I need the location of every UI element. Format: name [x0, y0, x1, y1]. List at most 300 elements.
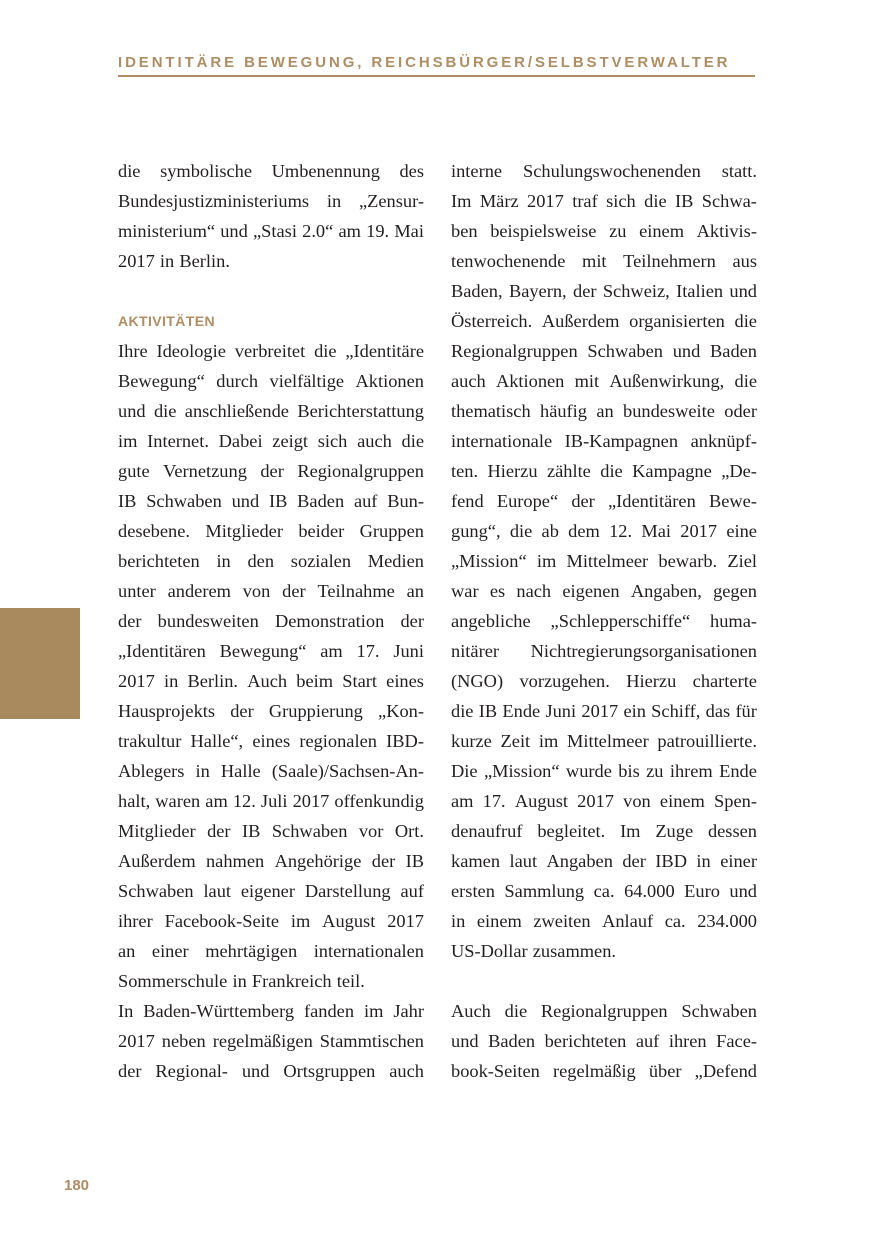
word: zeigt — [272, 431, 309, 451]
word: trakultur — [118, 731, 182, 751]
word: „Identitären — [607, 491, 696, 511]
word: Halle“, — [190, 731, 244, 751]
word: Berlin. — [179, 251, 230, 271]
text-line — [118, 486, 424, 516]
word: internationale — [451, 431, 553, 451]
word: in — [159, 251, 175, 271]
word: Euro — [684, 881, 720, 901]
paragraph-baden-wuerttemberg — [118, 996, 424, 1086]
word: ein — [623, 701, 646, 721]
word: bundesweite — [623, 401, 715, 421]
text-line — [451, 606, 757, 636]
paragraph-intro-continued — [118, 156, 424, 276]
word: „Zensur- — [359, 191, 424, 211]
word: an — [596, 401, 614, 421]
word: den — [247, 551, 275, 571]
word: in — [326, 191, 342, 211]
word: die — [314, 341, 337, 361]
word: Zuge — [655, 821, 694, 841]
word: traf — [572, 191, 598, 211]
word: „Mission“ — [483, 761, 560, 781]
word: IBD- — [386, 731, 424, 751]
word: statt. — [721, 161, 757, 181]
word: aus — [732, 251, 757, 271]
word: „Kon- — [378, 701, 424, 721]
word: waren — [155, 791, 201, 811]
word: Face- — [716, 1031, 757, 1051]
word: der — [282, 581, 306, 601]
word: bis — [618, 761, 640, 781]
word: und — [729, 281, 757, 301]
word: 2017 — [118, 1031, 155, 1051]
word: „De- — [721, 461, 757, 481]
word: ihrem — [669, 761, 713, 781]
word: beider — [298, 521, 345, 541]
word: Sommerschule — [118, 971, 228, 991]
word: der — [400, 611, 424, 631]
word: Schwaben — [146, 491, 222, 511]
page-number: 180 — [64, 1177, 90, 1194]
word: Baden — [710, 341, 757, 361]
word: dessen — [707, 821, 757, 841]
word: Jahr — [393, 1001, 424, 1021]
word: in — [451, 911, 466, 931]
word: desebene. — [118, 521, 190, 541]
word: mehrtägigen — [205, 941, 298, 961]
word: sich — [606, 191, 636, 211]
word: Ihre — [118, 341, 148, 361]
text-line — [118, 576, 424, 606]
word: Aktionen — [355, 371, 424, 391]
word: die — [153, 401, 177, 421]
text-line — [118, 846, 424, 876]
word: Regionalgruppen — [451, 341, 578, 361]
text-line — [451, 186, 757, 216]
word: im — [290, 911, 311, 931]
word: eines — [252, 731, 291, 751]
text-line — [118, 756, 424, 786]
word: Die — [451, 761, 478, 781]
word: Kampagne — [632, 461, 712, 481]
word: 2017 — [292, 791, 330, 811]
word: für — [735, 701, 757, 721]
text-line — [118, 426, 424, 456]
word: Nichtregierungsorganisationen — [530, 641, 757, 661]
word: neben — [161, 1031, 206, 1051]
word: ben — [451, 221, 478, 241]
word: auch — [389, 1061, 424, 1081]
word: ca. — [664, 911, 686, 931]
word: die — [734, 311, 757, 331]
word: Spen- — [714, 791, 757, 811]
word: einer — [720, 851, 757, 871]
word: des — [399, 161, 424, 181]
word: in — [216, 551, 231, 571]
word: und — [241, 1061, 270, 1081]
word: IB — [268, 491, 288, 511]
word: bewarb. — [658, 551, 718, 571]
word: Juli — [260, 791, 288, 811]
text-line — [451, 216, 757, 246]
word: 17. — [356, 641, 380, 661]
word: im — [536, 551, 557, 571]
text-line — [451, 876, 757, 906]
word: Aktionen — [495, 371, 565, 391]
word: „Identitäre — [345, 341, 424, 361]
text-line — [118, 396, 424, 426]
word: dem — [568, 521, 600, 541]
text-line — [451, 906, 757, 936]
word: Darstellung — [304, 881, 391, 901]
word: Aktivis- — [696, 221, 757, 241]
word: Start — [342, 671, 377, 691]
word: fanden — [304, 1001, 355, 1021]
word: IB-Kampagnen — [564, 431, 679, 451]
word: ministerium“ — [118, 221, 216, 241]
word: im — [538, 731, 559, 751]
spacer — [451, 966, 757, 996]
word: Mitglieder — [205, 521, 283, 541]
word: anknüpf- — [690, 431, 757, 451]
word: der — [260, 461, 284, 481]
word: „Defend — [694, 1061, 757, 1081]
word: ersten — [451, 881, 495, 901]
word: Schwaben — [587, 341, 663, 361]
word: der — [207, 821, 231, 841]
word: huma- — [710, 611, 757, 631]
word: August — [322, 911, 376, 931]
text-line — [118, 996, 424, 1026]
word: Demonstration — [274, 611, 385, 631]
word: wurde — [565, 761, 612, 781]
text-line — [118, 666, 424, 696]
word: Schwaben — [118, 881, 194, 901]
word: am — [205, 791, 228, 811]
word: Schwaben — [271, 821, 348, 841]
word: in — [232, 971, 247, 991]
word: gung“, — [451, 521, 501, 541]
text-line — [118, 456, 424, 486]
word: berichteten — [118, 551, 200, 571]
word: der — [230, 701, 254, 721]
word: an — [118, 941, 136, 961]
text-line — [451, 576, 757, 606]
word: Mittelmeer — [567, 731, 649, 751]
word: zählte — [546, 461, 591, 481]
word: der — [573, 281, 597, 301]
word: 2017 — [527, 191, 564, 211]
text-line — [451, 546, 757, 576]
word: vor — [358, 821, 384, 841]
word: Im — [620, 821, 641, 841]
text-line — [118, 906, 424, 936]
text-line — [451, 246, 757, 276]
word: IB — [675, 191, 694, 211]
text-line — [118, 216, 424, 246]
word: Facebook-Seite — [164, 911, 279, 931]
text-line — [118, 516, 424, 546]
word: regelmäßig — [553, 1061, 636, 1081]
word: der — [118, 1061, 142, 1081]
word: die — [504, 1001, 528, 1021]
word: 19. — [366, 221, 390, 241]
word: Baden, — [451, 281, 503, 301]
word: IB — [405, 851, 424, 871]
word: Hierzu — [626, 671, 677, 691]
word: einem — [659, 791, 705, 811]
word: laut — [203, 881, 232, 901]
text-line — [451, 486, 757, 516]
text-line — [451, 396, 757, 426]
word: Berlin. — [187, 671, 239, 691]
word: Ende — [502, 701, 541, 721]
word: einer — [151, 941, 189, 961]
word: einem — [639, 221, 685, 241]
text-line — [118, 186, 424, 216]
word: Ziel — [727, 551, 757, 571]
text-line — [451, 516, 757, 546]
word: „Identitären — [118, 641, 206, 661]
word: Österreich. — [451, 311, 533, 331]
word: Schulungswochenenden — [523, 161, 701, 181]
word: im — [118, 431, 138, 451]
word: nahmen — [205, 851, 265, 871]
text-line — [118, 786, 424, 816]
word: ihrer — [118, 911, 153, 931]
word: kurze — [451, 731, 492, 751]
word: IB — [242, 821, 261, 841]
word: Außerdem — [118, 851, 196, 871]
word: eine — [726, 521, 757, 541]
word: Juni — [545, 701, 577, 721]
word: regelmäßigen — [212, 1031, 313, 1051]
text-line — [451, 1056, 757, 1086]
word: Regional- — [155, 1061, 228, 1081]
word: durch — [216, 371, 259, 391]
word: war — [451, 581, 479, 601]
text-line — [118, 246, 424, 276]
text-line — [451, 1026, 757, 1056]
word: fend — [451, 491, 484, 511]
word: der — [118, 611, 142, 631]
word: Gruppen — [359, 521, 424, 541]
word: Bundesjustizministeriums — [118, 191, 310, 211]
word: gute — [118, 461, 150, 481]
word: und — [231, 491, 260, 511]
word: mit — [582, 251, 607, 271]
word: die — [401, 431, 424, 451]
word: gegen — [713, 581, 757, 601]
text-line — [451, 816, 757, 846]
word: Italien — [676, 281, 724, 301]
word: am — [338, 221, 361, 241]
word: ten. — [451, 461, 479, 481]
word: laut — [509, 851, 538, 871]
word: Mai — [641, 521, 671, 541]
word: eigenen — [562, 581, 620, 601]
word: Schwaben — [681, 1001, 757, 1021]
word: zusammen. — [532, 941, 617, 961]
word: „Schlepperschiffe“ — [550, 611, 691, 631]
word: ab — [541, 521, 559, 541]
word: (NGO) — [451, 671, 504, 691]
text-line — [451, 306, 757, 336]
word: Zeit — [500, 731, 531, 751]
word: Frankreich — [251, 971, 332, 991]
word: zu — [609, 221, 627, 241]
text-line — [451, 426, 757, 456]
word: ihren — [668, 1031, 707, 1051]
word: und — [729, 881, 757, 901]
text-line — [118, 876, 424, 906]
word: Auch — [247, 671, 288, 691]
word: Regionalgruppen — [297, 461, 424, 481]
word: bundesweiten — [157, 611, 259, 631]
word: Vernetzung — [163, 461, 247, 481]
word: unter — [118, 581, 156, 601]
text-line — [451, 726, 757, 756]
word: interne — [451, 161, 503, 181]
word: kamen — [451, 851, 501, 871]
header-rule — [118, 75, 755, 77]
word: Anlauf — [602, 911, 654, 931]
word: Juni — [393, 641, 424, 661]
word: und — [118, 401, 146, 421]
word: verbreitet — [234, 341, 306, 361]
text-line — [451, 666, 757, 696]
word: in — [696, 851, 711, 871]
text-line — [118, 606, 424, 636]
word: 2.0“ — [302, 221, 334, 241]
word: auf — [353, 491, 378, 511]
word: eigener — [240, 881, 295, 901]
word: Hausprojekts — [118, 701, 216, 721]
word: IB — [478, 701, 498, 721]
text-line — [118, 636, 424, 666]
text-line — [451, 456, 757, 486]
word: die — [118, 161, 141, 181]
word: Umbenennung — [271, 161, 380, 181]
word: Außenwirkung, — [609, 371, 725, 391]
text-line — [118, 1026, 424, 1056]
word: Ortsgruppen — [283, 1061, 376, 1081]
word: Internet. — [147, 431, 209, 451]
word: vielfältige — [269, 371, 345, 391]
section-heading: AKTIVITÄTEN — [118, 313, 215, 329]
word: 17. — [482, 791, 506, 811]
word: Außerdem — [541, 311, 620, 331]
text-line — [118, 1056, 424, 1086]
text-line — [451, 156, 757, 186]
word: charterte — [692, 671, 757, 691]
word: und — [672, 341, 701, 361]
word: tenwochenende — [451, 251, 566, 271]
text-line — [118, 816, 424, 846]
text-line — [451, 756, 757, 786]
word: die — [734, 371, 757, 391]
word: 2017 — [577, 791, 614, 811]
word: Angaben — [546, 851, 613, 871]
word: Hierzu — [487, 461, 538, 481]
word: Sammlung — [504, 881, 585, 901]
word: Schiff, — [651, 701, 701, 721]
word: eines — [386, 671, 424, 691]
word: 2017 — [118, 671, 155, 691]
word: Baden — [297, 491, 345, 511]
right-column — [451, 156, 757, 1086]
word: patrouillierte. — [657, 731, 757, 751]
word: Ablegers — [118, 761, 185, 781]
word: an — [406, 581, 424, 601]
word: Berichterstattung — [297, 401, 424, 421]
word: das — [705, 701, 731, 721]
word: berichteten — [544, 1031, 627, 1051]
text-line — [118, 546, 424, 576]
word: (Saale)/Sachsen-An- — [271, 761, 424, 781]
word: beispielsweise — [490, 221, 597, 241]
word: am — [451, 791, 474, 811]
word: 12. — [232, 791, 256, 811]
word: Auch — [451, 1001, 491, 1021]
word: mit — [574, 371, 600, 391]
word: anderem — [167, 581, 231, 601]
running-header: IDENTITÄRE BEWEGUNG, REICHSBÜRGER/SELBSTVERWALTER — [118, 54, 731, 71]
word: August — [514, 791, 568, 811]
word: einem — [476, 911, 522, 931]
word: 2017 — [680, 521, 718, 541]
chapter-side-tab — [0, 608, 80, 719]
word: und — [451, 1031, 479, 1051]
word: von — [623, 791, 651, 811]
text-line — [451, 366, 757, 396]
word: sozialen — [290, 551, 352, 571]
word: symbolische — [160, 161, 253, 181]
text-line — [451, 336, 757, 366]
word: auch — [357, 431, 392, 451]
word: 2017 — [118, 251, 155, 271]
word: der — [571, 491, 595, 511]
word: beim — [296, 671, 334, 691]
word: in — [195, 761, 210, 781]
word: Teilnehmern — [623, 251, 716, 271]
word: denaufruf — [451, 821, 523, 841]
text-line — [118, 726, 424, 756]
word: Schwa- — [701, 191, 757, 211]
word: der — [622, 851, 646, 871]
word: Bun- — [387, 491, 424, 511]
word: In — [118, 1001, 134, 1021]
word: organisierten — [629, 311, 725, 331]
word: Bewe- — [708, 491, 757, 511]
word: Mitglieder — [118, 821, 196, 841]
word: 234.000 — [697, 911, 757, 931]
word: von — [242, 581, 271, 601]
word: Halle — [220, 761, 261, 781]
text-line — [118, 966, 424, 996]
text-line — [118, 696, 424, 726]
word: teil. — [336, 971, 365, 991]
word: „Stasi — [253, 221, 297, 241]
word: Schweiz, — [602, 281, 670, 301]
word: in — [163, 671, 179, 691]
word: 64.000 — [624, 881, 675, 901]
word: auch — [451, 371, 486, 391]
text-line — [451, 846, 757, 876]
word: nitärer — [451, 641, 499, 661]
word: Bayern, — [508, 281, 567, 301]
text-line — [118, 156, 424, 186]
word: book-Seiten — [451, 1061, 540, 1081]
